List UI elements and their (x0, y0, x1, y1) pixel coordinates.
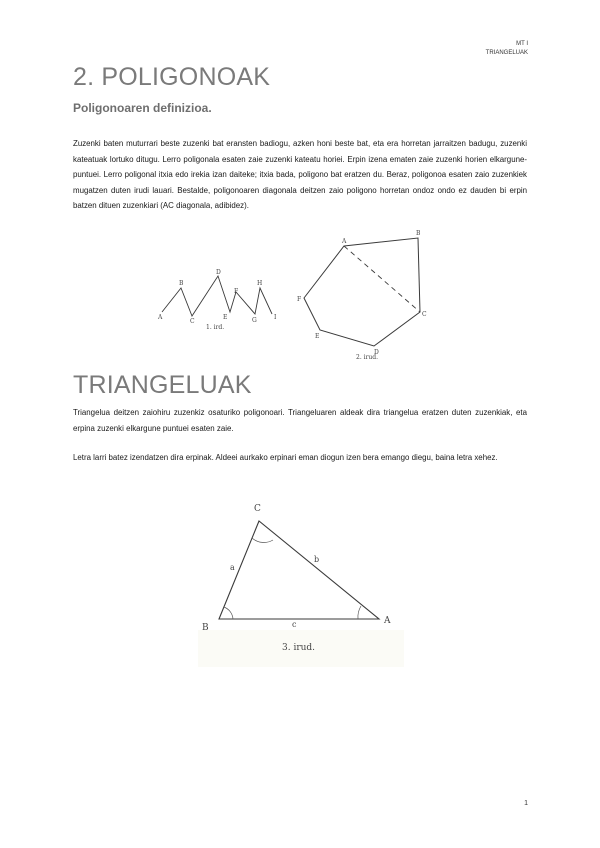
figure-1-label-a: A (158, 314, 163, 321)
figure-1-label-g: G (252, 317, 257, 324)
section-title-poligonoak: 2. POLIGONOAK (73, 63, 271, 91)
figure-3-triangle (196, 497, 406, 667)
figure-3-side-b: b (314, 555, 320, 564)
figure-2-label-b: B (416, 230, 421, 237)
section-subtitle-definition: Poligonoaren definizioa. (73, 101, 212, 115)
figure-3-side-a: a (230, 563, 235, 572)
paragraph-vertex-naming: Letra larri batez izendatzen dira erpinak. Aldeei aurkako erpinari eman diogun izen bera emango diegu, baina letra xehez. (73, 453, 498, 462)
figure-3-caption: 3. irud. (282, 643, 316, 653)
figure-3-vertex-a: A (384, 616, 391, 626)
figure-1-caption: 1. ird. (206, 324, 225, 331)
figure-1-label-d: D (216, 269, 221, 276)
figure-2-label-d: D (374, 349, 379, 356)
figure-2-label-f: F (297, 296, 302, 303)
figure-1-label-e: E (223, 314, 228, 321)
figure-2-label-a: A (342, 238, 347, 245)
figure-1-label-b: B (179, 280, 184, 287)
header-doc-title: TRIANGELUAK (485, 50, 528, 56)
figure-1-polygonal-line (150, 268, 290, 338)
figure-3-vertex-b: B (202, 623, 209, 633)
figure-1-label-c: C (190, 318, 195, 325)
figure-1-label-f: F (234, 288, 239, 295)
paragraph-polygon-definition: Zuzenki baten muturrari beste zuzenki bat eransten badiogu, azken honi beste bat, eta era horretan jarraitzen badugu, zuzenki kateatuak lortuko ditugu. Lerro poligonala esaten zaie zuzenki kateatu horiei. Erpin izena ematen zaie zuzenki horien elkargune-puntuei. Lerro poligonal itxia edo irekia izan daiteke; itxia bada, poligono bat eratzen du. Beraz, poligonoa esaten zaio zuzenkiek mugatzen duten irudi lauari. Bestalde, poligonoaren diagonala deitzen zaio poligono horretan ondoz ondo ez dauden bi erpin batzen dituen zuzenkiari (AC diagonala, adibidez). (73, 139, 527, 210)
figure-2-label-c: C (422, 311, 427, 318)
figure-2-caption: 2. irud. (356, 354, 379, 361)
header-doc-code: MT I (516, 41, 528, 47)
figure-1-label-h: H (257, 280, 263, 287)
paragraph-triangle-definition: Triangelua deitzen zaiohiru zuzenkiz osaturiko poligonoari. Triangeluaren aldeak dira triangelua eratzen duten zuzenkiak, eta erpina zuzenki elkargune puntuei esaten zaie. (73, 408, 527, 433)
figure-3-vertex-c: C (254, 504, 261, 514)
page-number: 1 (524, 800, 528, 807)
section-title-triangeluak: TRIANGELUAK (73, 371, 252, 399)
figure-2-polygon (290, 228, 440, 368)
figure-1-label-i: I (274, 314, 277, 321)
figure-2-label-e: E (315, 333, 320, 340)
figure-3-side-c: c (292, 620, 297, 629)
